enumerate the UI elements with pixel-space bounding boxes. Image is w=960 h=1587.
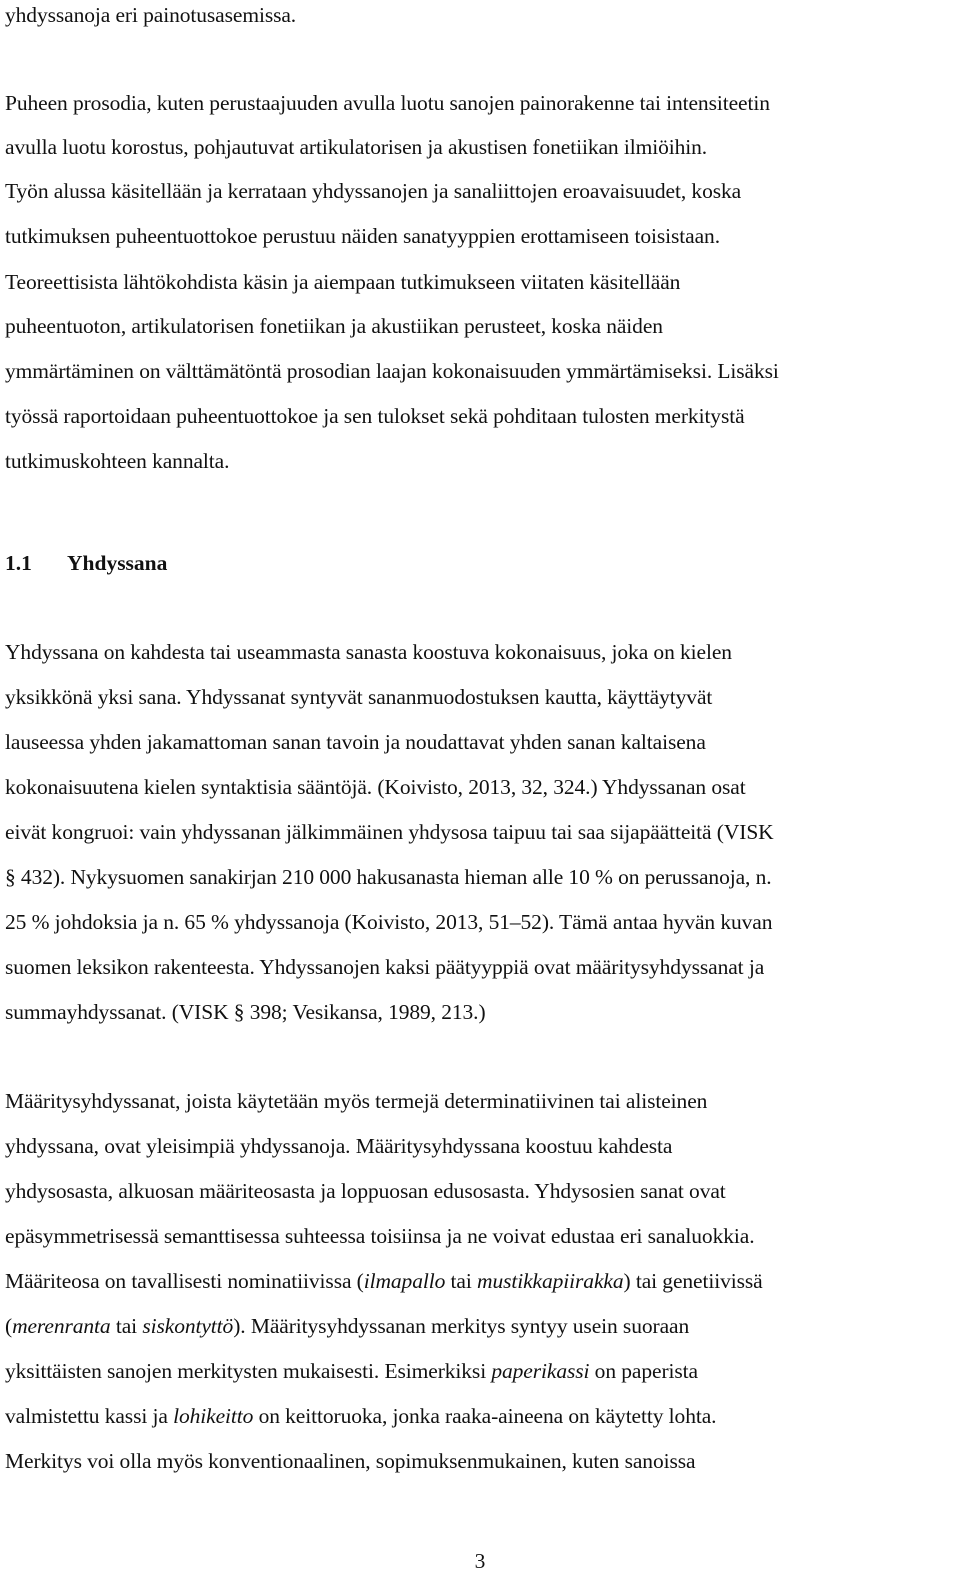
text-line: yhdyssana, ovat yleisimpiä yhdyssanoja. Määritysyhdyssana koostuu kahdesta (5, 1134, 673, 1158)
example-word: paperikassi (491, 1359, 590, 1383)
example-word: mustikkapiirakka (477, 1269, 624, 1293)
text-line: summayhdyssanat. (VISK § 398; Vesikansa, 1989, 213.) (5, 1000, 486, 1024)
text-line: lauseessa yhden jakamattoman sanan tavoin ja noudattavat yhden sanan kaltaisena (5, 730, 706, 754)
text-span: yksittäisten sanojen merkitysten mukaisesti. Esimerkiksi (5, 1359, 492, 1383)
text-line: Puheen prosodia, kuten perustaajuuden avulla luotu sanojen painorakenne tai intensiteetin (5, 91, 770, 115)
text-line: tutkimuksen puheentuottokoe perustuu näiden sanatyyppien erottamiseen toisistaan. (5, 224, 720, 248)
text-span: tai (110, 1314, 143, 1338)
page-number: 3 (474, 1549, 486, 1573)
text-line: Yhdyssana on kahdesta tai useammasta sanasta koostuva kokonaisuus, joka on kielen (5, 640, 732, 664)
section-heading (5, 550, 167, 576)
text-line: suomen leksikon rakenteesta. Yhdyssanojen kaksi päätyyppiä ovat määritysyhdyssanat ja (5, 955, 765, 979)
text-line: Määritysyhdyssanat, joista käytetään myös termejä determinatiivinen tai alisteinen (5, 1089, 708, 1113)
text-line (5, 1358, 698, 1384)
text-line: epäsymmetrisessä semanttisessa suhteessa toisiinsa ja ne voivat edustaa eri sanaluokkia. (5, 1224, 755, 1248)
text-span: Määriteosa on tavallisesti nominatiivissa ( (5, 1269, 364, 1293)
text-line: Merkitys voi olla myös konventionaalinen, sopimuksenmukainen, kuten sanoissa (5, 1449, 696, 1473)
text-span: on keittoruoka, jonka raaka-aineena on käytetty lohta. (253, 1404, 717, 1428)
text-line: yksikkönä yksi sana. Yhdyssanat syntyvät sananmuodostuksen kautta, käyttäytyvät (5, 685, 713, 709)
text-span: tai (445, 1269, 478, 1293)
example-word: siskontyttö (142, 1314, 234, 1338)
text-line: tutkimuskohteen kannalta. (5, 449, 230, 473)
text-span: ). Määritysyhdyssanan merkitys syntyy usein suoraan (233, 1314, 690, 1338)
text-span: on paperista (589, 1359, 698, 1383)
text-line: yhdysosasta, alkuosan määriteosasta ja loppuosan edusosasta. Yhdysosien sanat ovat (5, 1179, 726, 1203)
text-line: eivät kongruoi: vain yhdyssanan jälkimmäinen yhdysosa taipuu tai saa sijapäätteitä (VISK (5, 820, 774, 844)
text-line: Teoreettisista lähtökohdista käsin ja aiempaan tutkimukseen viitaten käsitellään (5, 270, 681, 294)
section-title: Yhdyssana (67, 551, 168, 575)
text-line (5, 1403, 716, 1429)
text-line: avulla luotu korostus, pohjautuvat artikulatorisen ja akustisen fonetiikan ilmiöihin. (5, 135, 708, 159)
text-line: kokonaisuutena kielen syntaktisia sääntöjä. (Koivisto, 2013, 32, 324.) Yhdyssanan osat (5, 775, 746, 799)
text-line (5, 1268, 763, 1294)
section-number: 1.1 (5, 551, 32, 575)
text-line: 25 % johdoksia ja n. 65 % yhdyssanoja (Koivisto, 2013, 51–52). Tämä antaa hyvän kuvan (5, 910, 773, 934)
text-line: yhdyssanoja eri painotusasemissa. (5, 3, 297, 27)
text-line: työssä raportoidaan puheentuottokoe ja sen tulokset sekä pohditaan tulosten merkitystä (5, 404, 745, 428)
text-span: valmistettu kassi ja (5, 1404, 174, 1428)
text-line: § 432). Nykysuomen sanakirjan 210 000 hakusanasta hieman alle 10 % on perussanoja, n. (5, 865, 772, 889)
example-word: lohikeitto (173, 1404, 254, 1428)
text-line: ymmärtäminen on välttämätöntä prosodian laajan kokonaisuuden ymmärtämiseksi. Lisäksi (5, 359, 779, 383)
example-word: ilmapallo (363, 1269, 446, 1293)
text-line: Työn alussa käsitellään ja kerrataan yhdyssanojen ja sanaliittojen eroavaisuudet, koska (5, 179, 742, 203)
example-word: merenranta (12, 1314, 111, 1338)
text-span: ) tai genetiivissä (623, 1269, 763, 1293)
text-span: ( (5, 1314, 13, 1338)
text-line: puheentuoton, artikulatorisen fonetiikan ja akustiikan perusteet, koska näiden (5, 314, 663, 338)
text-line (5, 1313, 689, 1339)
